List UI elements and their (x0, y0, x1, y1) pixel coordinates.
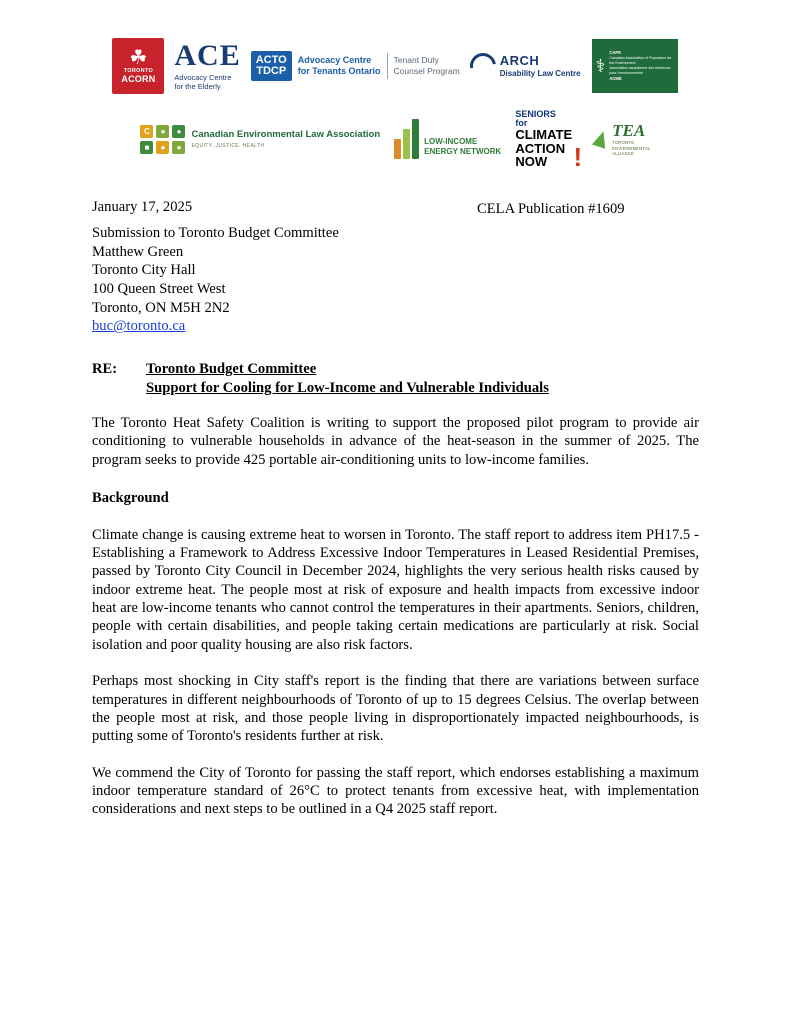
tdcp-name (394, 55, 460, 76)
acto-divider (387, 53, 388, 79)
date-and-publication-row (92, 198, 699, 220)
scan-row1: SENIORS (515, 109, 556, 119)
bar-chart-icon (394, 119, 419, 159)
re-line-2: Support for Cooling for Low-Income and Vulnerable Individuals (146, 380, 549, 397)
cela-tile-3: ● (172, 125, 185, 138)
acto-badge (251, 51, 292, 81)
acorn-icon: ☘ (129, 47, 148, 69)
ace-sub-line2: for the Elderly (174, 82, 221, 91)
arch-swoosh-icon (465, 48, 501, 84)
tea-subtitle (612, 140, 650, 156)
caduceus-icon: ⚕ (595, 56, 606, 76)
cela-logo (140, 125, 380, 154)
address-line-4: 100 Queen Street West (92, 281, 226, 298)
paragraph-1: Climate change is causing extreme heat to worsen in Toronto. The staff report to address item PH17.5 - Establishing a Framework to Address Excessive Indoor Temperatures in Leased Residential Premises, passed by Toronto City Council in December 2024, highlights the very serious health risks caused by indoor extreme heat. The people most at risk of exposure and health impacts from excessive indoor heat are low-income tenants who cannot control the temperatures in their apartments. Seniors, children, people with certain disabilities, and people taking certain medications are particularly at risk. Social isolation and poor quality housing are also risk factors. (92, 526, 699, 653)
tdcp-name-line1: Tenant Duty (393, 55, 439, 66)
low-income-energy-network-logo (394, 119, 501, 159)
lien-name-line1: LOW-INCOME (424, 137, 478, 147)
cela-name-line1: Canadian Environmental Law Association (191, 128, 381, 140)
cela-tile-2: ● (156, 125, 169, 138)
background-heading: Background (92, 490, 169, 507)
cape-line2: Canadian Association of Physicians for the Environment (609, 56, 672, 66)
cela-grid-icon (140, 125, 185, 154)
cape-acme-logo (591, 38, 679, 94)
coalition-logo-banner (0, 0, 791, 173)
acto-badge-line1: ACTO (255, 54, 287, 66)
paragraph-2: Perhaps most shocking in City staff's report is the finding that there are variations between surface temperatures in different neighbourhoods of Toronto of up to 15 degrees Celsius. The overlap between the people most at risk, and those people living in disproportionately impacted neighbourhoods, is putting some of Toronto's residents further at risk. (92, 673, 699, 745)
tdcp-name-line2: Counsel Program (393, 66, 460, 76)
ace-wordmark: ACE (174, 38, 241, 72)
paragraph-3: We commend the City of Toronto for passing the staff report, which endorses establishing a maximum indoor temperature standard of 26°C to protect tenants from excessive heat, with implementation considerations and next steps to be outlined in a Q4 2025 staff report. (92, 764, 699, 818)
ace-logo (174, 38, 241, 92)
cela-tile-6: ● (172, 141, 185, 154)
letter-date: January 17, 2025 (92, 199, 193, 216)
recipient-address (92, 224, 699, 336)
arch-wordmark: ARCH (499, 53, 540, 69)
email-link[interactable]: buc@toronto.ca (92, 318, 186, 335)
re-subject-lines (146, 360, 549, 398)
scan-row4: ACTION (515, 140, 566, 156)
cape-line3: Association canadienne des médecins pour l'environnement (609, 66, 671, 75)
cela-tile-4: ■ (140, 141, 153, 154)
ace-subtitle (174, 73, 240, 92)
address-line-3: Toronto City Hall (92, 262, 196, 279)
tea-wordmark: TEA (612, 120, 646, 140)
scan-exclamation: ! (573, 142, 583, 173)
address-line-5: Toronto, ON M5H 2N2 (92, 299, 230, 316)
scan-row2: for (515, 118, 528, 129)
acto-name (298, 55, 381, 78)
arch-logo (470, 53, 581, 79)
tea-sub-line3: ALLIANCE (612, 151, 634, 157)
arch-descriptor: Disability Law Centre (499, 69, 581, 78)
leaf-icon (592, 129, 610, 149)
tea-sub-line2: ENVIRONMENTAL (612, 145, 651, 151)
toronto-environmental-alliance-logo (594, 122, 650, 157)
cela-name (191, 129, 380, 149)
acorn-line2: ACORN (121, 74, 156, 84)
letter-body (0, 198, 791, 819)
acto-badge-line2: TDCP (256, 65, 287, 77)
tea-name (612, 122, 650, 157)
acto-name-line2: for Tenants Ontario (297, 66, 381, 76)
toronto-acorn-logo (112, 38, 164, 94)
cela-tile-1: C (140, 125, 153, 138)
acto-name-line1: Advocacy Centre (297, 54, 372, 65)
address-line-2: Matthew Green (92, 243, 184, 260)
intro-paragraph: The Toronto Heat Safety Coalition is writing to support the proposed pilot program to provide air conditioning to vulnerable households in advance of the heat-season in the summer of 2025. The program seeks to provide 425 portable air-conditioning units to low-income families. (92, 415, 699, 468)
re-block (92, 360, 699, 398)
re-label: RE: (92, 361, 118, 378)
cape-line4: ACME (609, 75, 622, 81)
logo-row-bottom (0, 109, 791, 173)
publication-number: CELA Publication #1609 (477, 201, 625, 218)
address-line-1: Submission to Toronto Budget Committee (92, 225, 339, 242)
acorn-line1: TORONTO (123, 68, 154, 74)
acto-tdcp-logo (251, 51, 460, 81)
re-line-1: Toronto Budget Committee (146, 361, 317, 378)
logo-row-top (0, 38, 791, 94)
lien-name (424, 137, 501, 159)
cape-line1: CAPE (609, 50, 621, 56)
arch-name (500, 53, 581, 78)
cela-tagline: EQUITY. JUSTICE. HEALTH. (191, 142, 267, 149)
cela-tile-5: ● (156, 141, 169, 154)
ace-sub-line1: Advocacy Centre (174, 72, 232, 82)
scan-row3: CLIMATE (515, 127, 573, 143)
seniors-for-climate-action-now-logo (515, 109, 583, 173)
recipient-email[interactable] (92, 317, 699, 336)
cape-text (609, 50, 673, 81)
scan-row5: NOW (515, 153, 548, 169)
tea-sub-line1: TORONTO (612, 140, 635, 146)
lien-name-line2: ENERGY NETWORK (424, 147, 502, 157)
